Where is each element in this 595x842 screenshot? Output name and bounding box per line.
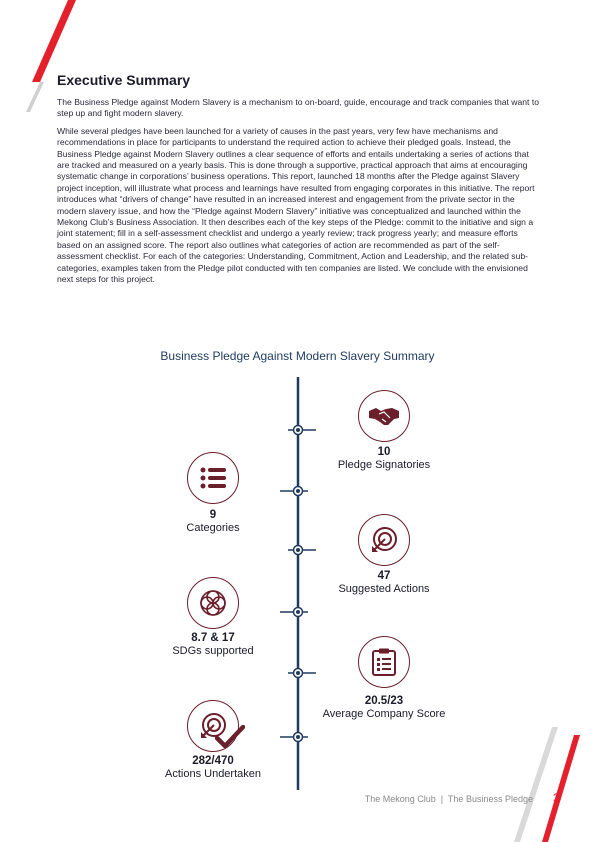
item-label: Suggested Actions bbox=[338, 583, 430, 595]
footer-text: The Mekong Club | The Business Pledge bbox=[364, 794, 533, 804]
item-value: 47 bbox=[377, 570, 391, 582]
checkmark-icon bbox=[215, 725, 245, 749]
summary-item-signatories bbox=[304, 445, 464, 472]
item-value: 9 bbox=[209, 509, 217, 521]
item-label: Actions Undertaken bbox=[165, 768, 261, 780]
item-label: Categories bbox=[186, 522, 240, 534]
item-label: Pledge Signatories bbox=[337, 459, 431, 471]
list-icon bbox=[200, 467, 226, 489]
clipboard-icon bbox=[372, 648, 396, 676]
clipboard-circle bbox=[358, 636, 410, 688]
summary-item-undertaken bbox=[133, 754, 293, 781]
item-value: 10 bbox=[377, 446, 391, 458]
item-value: 282/470 bbox=[192, 755, 234, 767]
summary-item-sdgs bbox=[133, 631, 293, 658]
handshake-circle bbox=[358, 390, 410, 442]
item-value: 8.7 & 17 bbox=[191, 632, 235, 644]
section-title: Executive Summary bbox=[57, 72, 191, 88]
list-circle bbox=[187, 452, 239, 504]
item-label: Average Company Score bbox=[322, 708, 446, 720]
summary-item-actions bbox=[304, 569, 464, 596]
flower-circle bbox=[187, 577, 239, 629]
page-number: 3 bbox=[553, 791, 560, 805]
summary-title: Business Pledge Against Modern Slavery Summary bbox=[160, 349, 435, 363]
handshake-icon bbox=[368, 405, 400, 427]
summary-item-categories bbox=[133, 508, 293, 535]
intro-paragraph: The Business Pledge against Modern Slavery is a mechanism to on-board, guide, encourage and track companies that want to step up and fight modern slavery. bbox=[57, 97, 540, 119]
item-label: SDGs supported bbox=[172, 645, 254, 657]
target-arrow-icon bbox=[369, 525, 399, 555]
target-circle bbox=[358, 514, 410, 566]
summary-item-score bbox=[304, 694, 464, 721]
main-paragraph: While several pledges have been launched for a variety of causes in the past years, very few have mechanisms and recommendations in place for participants to understand the required action to achieve their pledged goals. Instead, the Business Pledge against Modern Slavery outlines a clear sequence of efforts and entails undertaking a series of actions that are tracked and measured on a yearly basis. This is done through a supportive, practical approach that aims at encouraging systematic change in corporations’ business operations. This report, launched 18 months after the Pledge against Slavery project inception, will illustrate what process and learnings have resulted from engaging corporates in this initiative. The report introduces what “drivers of change” have resulted in an increased interest and engagement from the private sector in the modern slavery issue, and how the “Pledge against Modern Slavery” initiative was conceptualized and launched within the Mekong Club’s Business Association. It then describes each of the key steps of the Pledge: commit to the initiative and sign a joint statement; fill in a self-assessment checklist and undergo a yearly review; track progress yearly; and measure efforts based on an assigned score. The report also outlines what categories of action are recommended as part of the self-assessment checklist. For each of the categories: Understanding, Commitment, Action and Leadership, and the related sub-categories, examples taken from the Pledge pilot conducted with ten companies are listed. We conclude with the envisioned next steps for this project. bbox=[57, 125, 535, 285]
item-value: 20.5/23 bbox=[364, 695, 404, 707]
flower-icon bbox=[197, 587, 229, 619]
